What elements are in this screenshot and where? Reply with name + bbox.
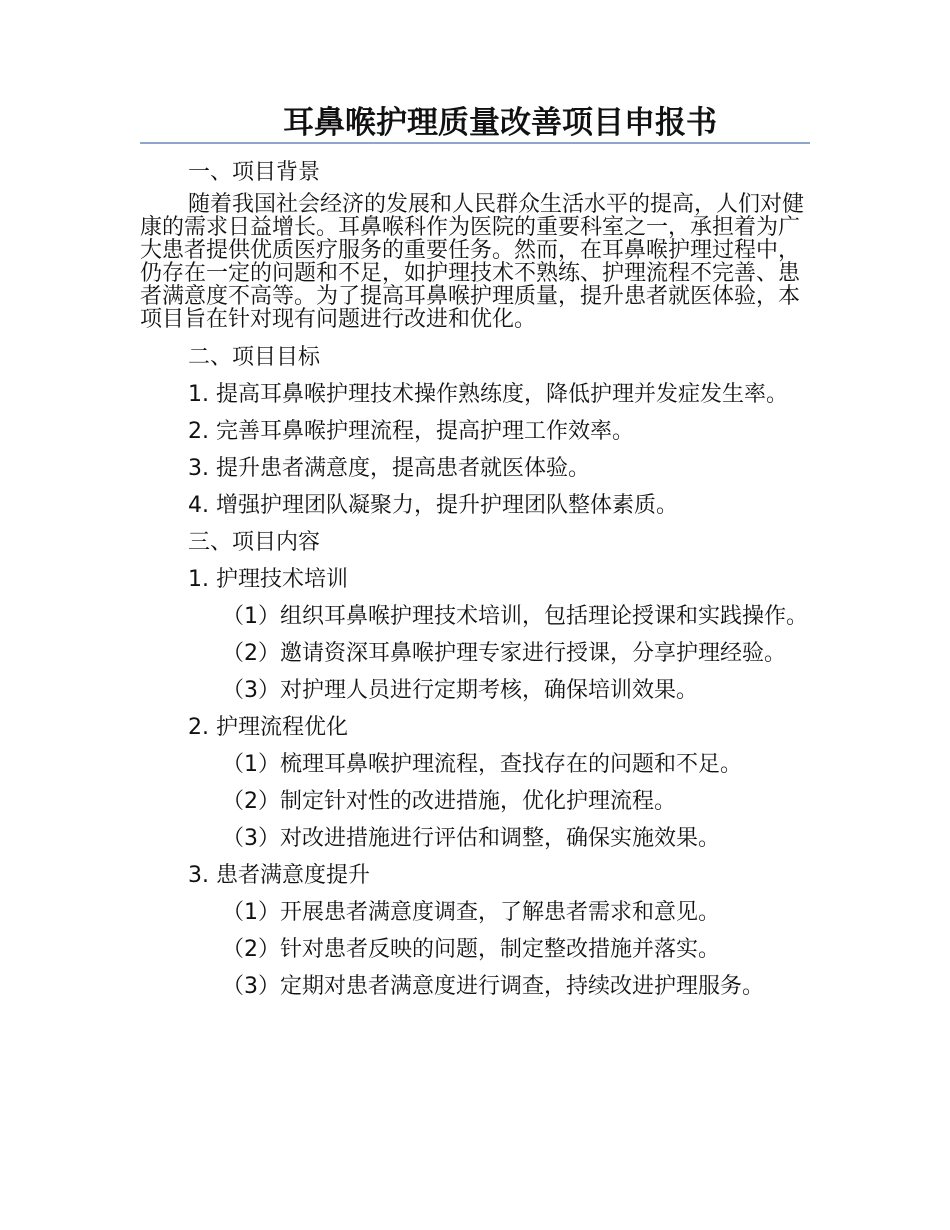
content-sub-item: （3）定期对患者满意度进行调查，持续改进护理服务。 bbox=[222, 974, 764, 999]
content-sub-item: （1）梳理耳鼻喉护理流程，查找存在的问题和不足。 bbox=[222, 752, 742, 777]
goal-item: 1. 提高耳鼻喉护理技术操作熟练度，降低护理并发症发生率。 bbox=[188, 382, 788, 407]
content-sub-item: （3）对护理人员进行定期考核，确保培训效果。 bbox=[222, 678, 698, 703]
content-item-title: 3. 患者满意度提升 bbox=[188, 863, 370, 888]
content-sub-item: （3）对改进措施进行评估和调整，确保实施效果。 bbox=[222, 826, 720, 851]
content-sub-item: （2）制定针对性的改进措施，优化护理流程。 bbox=[222, 789, 676, 814]
content-sub-item: （2）邀请资深耳鼻喉护理专家进行授课，分享护理经验。 bbox=[222, 641, 786, 666]
content-item-title: 2. 护理流程优化 bbox=[188, 715, 348, 740]
content-item-title: 1. 护理技术培训 bbox=[188, 567, 348, 592]
section-heading-content: 三、项目内容 bbox=[188, 530, 321, 555]
document-title: 耳鼻喉护理质量改善项目申报书 bbox=[283, 105, 717, 141]
document-page bbox=[140, 100, 810, 1005]
section-heading-goals: 二、项目目标 bbox=[188, 345, 321, 370]
content-sub-item: （2）针对患者反映的问题，制定整改措施并落实。 bbox=[222, 937, 720, 962]
goal-item: 3. 提升患者满意度，提高患者就医体验。 bbox=[188, 456, 590, 481]
section-heading-background: 一、项目背景 bbox=[188, 160, 321, 185]
goal-item: 2. 完善耳鼻喉护理流程，提高护理工作效率。 bbox=[188, 419, 634, 444]
goal-item: 4. 增强护理团队凝聚力，提升护理团队整体素质。 bbox=[188, 493, 678, 518]
content-sub-item: （1）开展患者满意度调查，了解患者需求和意见。 bbox=[222, 900, 720, 925]
content-sub-item: （1）组织耳鼻喉护理技术培训，包括理论授课和实践操作。 bbox=[222, 604, 808, 629]
background-paragraph: 随着我国社会经济的发展和人民群众生活水平的提高，人们对健康的需求日益增长。耳鼻喉科作为医院的重要科室之一，承担着为广大患者提供优质医疗服务的重要任务。然而，在耳鼻喉护理过程中，仍存在一定的问题和不足，如护理技术不熟练、护理流程不完善、患者满意度不高等。为了提高耳鼻喉护理质量，提升患者就医体验，本项目旨在针对现有问题进行改进和优化。 bbox=[140, 192, 805, 332]
